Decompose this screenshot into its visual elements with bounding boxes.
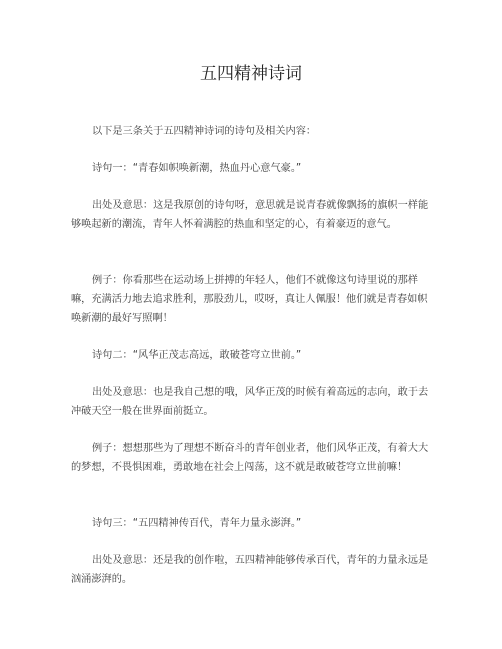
poem-1-line: 诗句一：“青春如帜唤新潮，热血丹心意气豪。” [92, 163, 302, 174]
poem-3-source: 出处及意思：还是我的创作啦，五四精神能够传承百代，青年的力量永远是汹涌澎湃的。 [71, 555, 429, 585]
poem-1-source: 出处及意思：这是我原创的诗句呀，意思就是说青春就像飘扬的旗帜一样能够唤起新的潮流，青年人怀着满腔的热血和坚定的心，有着豪迈的意气。 [71, 200, 429, 230]
intro-paragraph: 以下是三条关于五四精神诗词的诗句及相关内容： [92, 126, 317, 137]
poem-1-example: 例子：你看那些在运动场上拼搏的年轻人，他们不就像这句诗里说的那样嘛，充满活力地去追求胜利，那股劲儿，哎呀，真让人佩服！他们就是青春如帜唤新潮的最好写照啊！ [71, 275, 428, 324]
document-title: 五四精神诗词 [200, 64, 302, 84]
poem-2-source: 出处及意思：也是我自己想的哦，风华正茂的时候有着高远的志向，敢于去冲破天空一般在世界面前挺立。 [71, 387, 429, 417]
poem-3-line: 诗句三：“五四精神传百代，青年力量永澎湃。” [92, 518, 302, 529]
poem-2-example: 例子：想想那些为了理想不断奋斗的青年创业者，他们风华正茂，有着大大的梦想，不畏惧困难，勇敢地在社会上闯荡，这不就是敢破苍穹立世前嘛！ [71, 443, 429, 473]
poem-2-line: 诗句二：“风华正茂志高远，敢破苍穹立世前。” [92, 350, 302, 361]
